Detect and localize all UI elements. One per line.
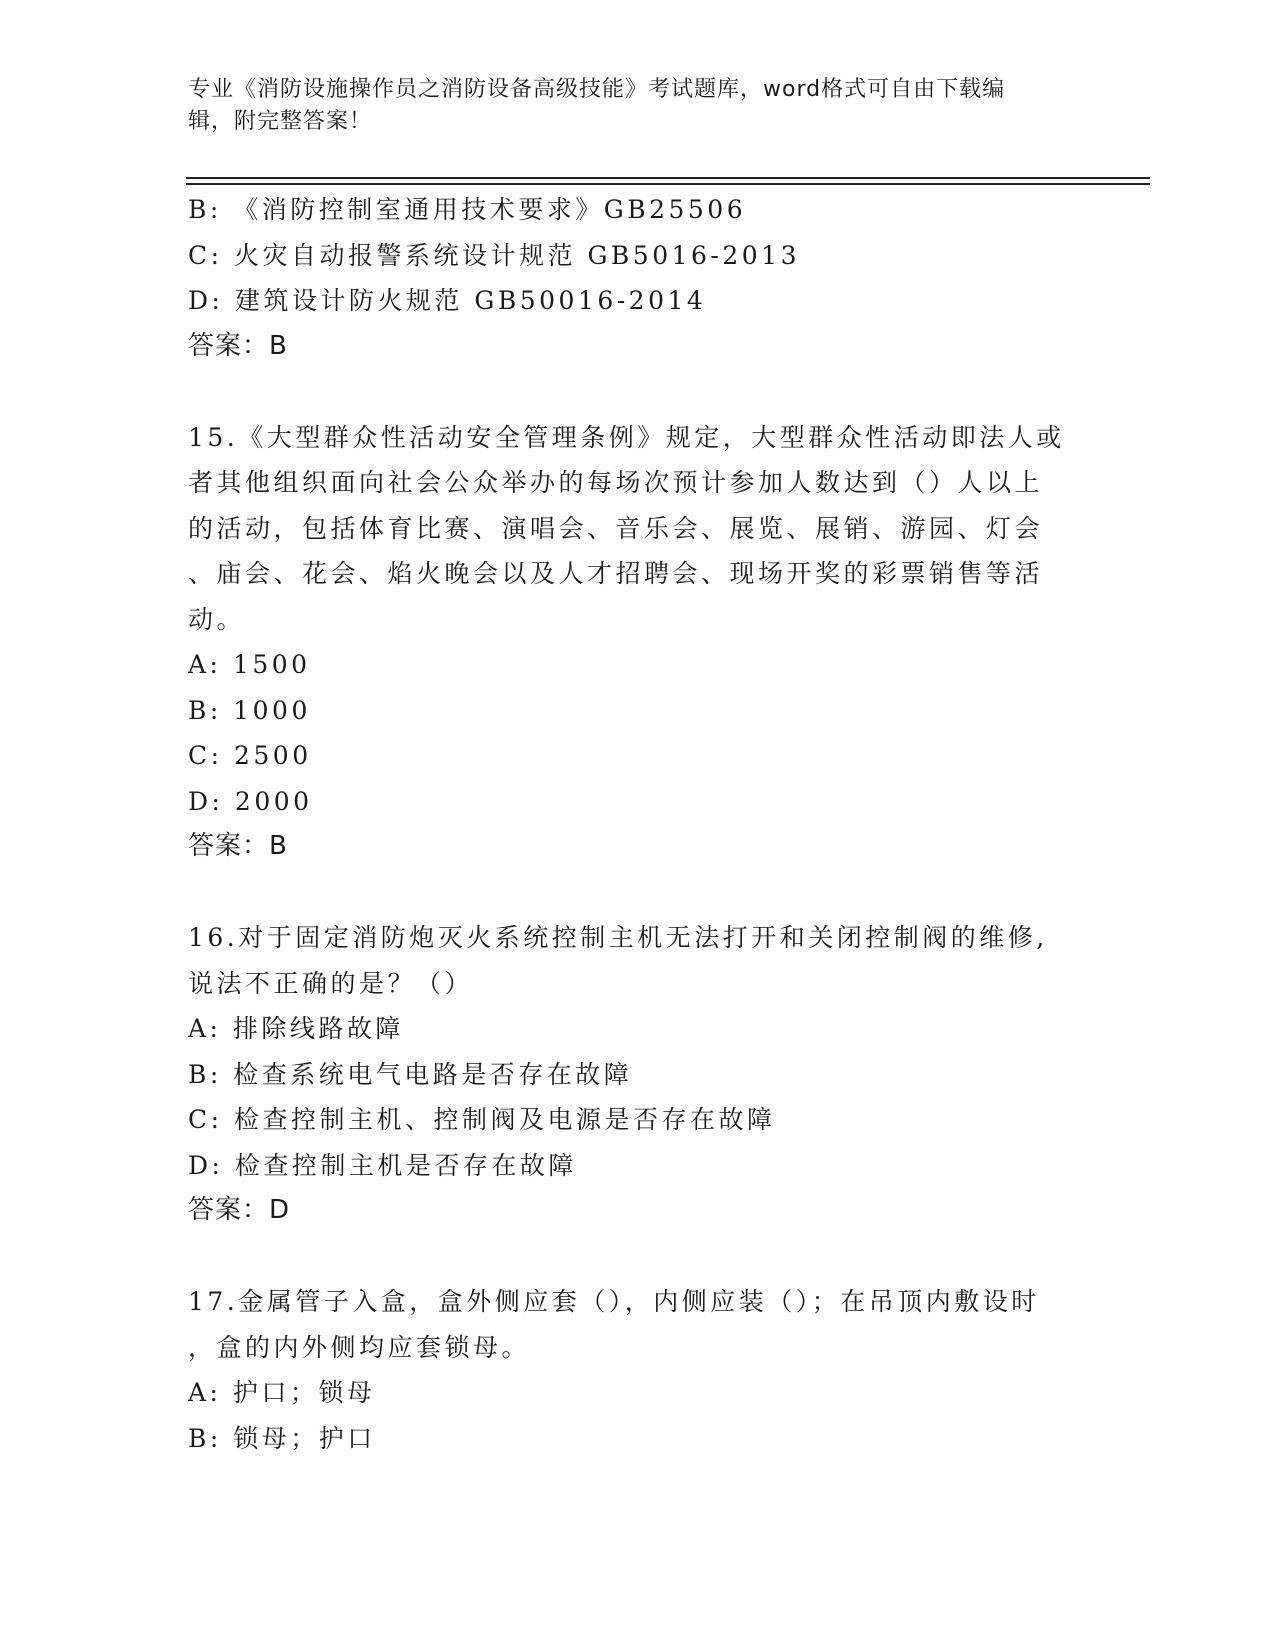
question-15 [188,415,1088,870]
question-stem-line: 17.金属管子入盒，盒外侧应套（），内侧应装（）；在吊顶内敷设时 [188,1287,1040,1316]
question-stem-line: 说法不正确的是？（） [188,968,474,998]
option-b: B: 检查系统电气电路是否存在故障 [188,1059,633,1089]
option-b: B: 锁母；护口 [188,1423,376,1453]
question-stem-line: 15.《大型群众性活动安全管理条例》规定，大型群众性活动即法人或 [188,422,1065,452]
option-c: C: 2500 [188,741,312,770]
option-c: C: 检查控制主机、控制阀及电源是否存在故障 [188,1105,776,1134]
spacer [188,369,1088,415]
answer-line: 答案：B [188,831,288,861]
option-d: D: 建筑设计防火规范 GB50016-2014 [188,286,707,315]
option-a: A: 1500 [188,650,311,679]
option-d: D: 检查控制主机是否存在故障 [188,1150,577,1180]
question-stem-line: 16.对于固定消防炮灭火系统控制主机无法打开和关闭控制阀的维修, [188,923,1048,952]
option-a: A: 排除线路故障 [188,1014,404,1043]
header-divider-top [186,177,1150,179]
answer-line: 答案：D [188,1195,291,1225]
spacer [188,870,1088,916]
question-stem-line: 的活动，包括体育比赛、演唱会、音乐会、展览、展销、游园、灯会 [188,513,1044,543]
question-stem-line: 动。 [188,604,246,634]
header-line-1: 专业《消防设施操作员之消防设备高级技能》考试题库，word格式可自由下载编 [188,77,1006,102]
option-c: C: 火灾自动报警系统设计规范 GB5016-2013 [188,240,800,270]
answer-line: 答案：B [188,330,288,361]
question-content [188,187,1088,1461]
header-divider-bottom [186,183,1150,185]
question-17 [188,1279,1088,1461]
question-stem-line: 者其他组织面向社会公众举办的每场次预计参加人数达到（）人以上 [188,468,1044,497]
question-16 [188,915,1088,1234]
question-stem-line: ，盒的内外侧均应套锁母。 [188,1332,531,1362]
option-a: A: 护口；锁母 [188,1378,376,1407]
option-b: B: 1000 [188,695,311,725]
option-b: B: 《消防控制室通用技术要求》GB25506 [188,195,747,224]
spacer [188,1234,1088,1280]
question-stem-line: 、庙会、花会、焰火晚会以及人才招聘会、现场开奖的彩票销售等活 [188,559,1044,588]
document-header [188,74,1088,138]
option-d: D: 2000 [188,786,313,816]
question-14-tail [188,187,1088,369]
header-line-2: 辑，附完整答案！ [188,109,373,134]
